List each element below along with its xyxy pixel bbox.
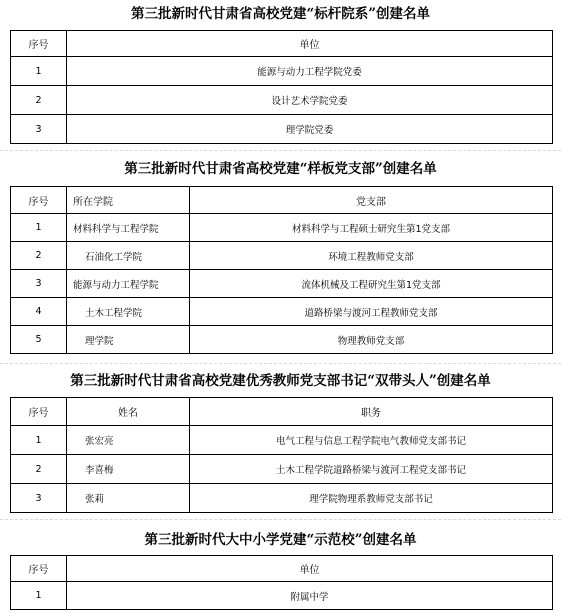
section4-table — [10, 555, 553, 610]
header-index: 序号 — [11, 398, 67, 426]
cell-index: 3 — [11, 484, 67, 513]
cell-index: 1 — [11, 214, 67, 242]
cell-unit: 能源与动力工程学院党委 — [67, 57, 553, 86]
cell-index: 2 — [11, 86, 67, 115]
cell-position: 土木工程学院道路桥梁与渡河工程党支部书记 — [190, 455, 553, 484]
table-header-row — [11, 398, 553, 426]
table-row — [11, 326, 553, 354]
header-branch: 党支部 — [190, 187, 553, 214]
cell-index: 2 — [11, 455, 67, 484]
cell-name: 张宏亮 — [67, 426, 190, 455]
table-row — [11, 426, 553, 455]
cell-index: 1 — [11, 426, 67, 455]
header-college: 所在学院 — [67, 187, 190, 214]
table-header-row — [11, 556, 553, 582]
section1-table — [10, 30, 553, 144]
cell-name: 李喜梅 — [67, 455, 190, 484]
section4-title: 第三批新时代大中小学党建“示范校”创建名单 — [144, 532, 417, 548]
cell-index: 5 — [11, 326, 67, 354]
table-row — [11, 455, 553, 484]
header-unit: 单位 — [67, 31, 553, 57]
cell-branch: 道路桥梁与渡河工程教师党支部 — [190, 298, 553, 326]
cell-index: 2 — [11, 242, 67, 270]
table-row — [11, 214, 553, 242]
section3-table — [10, 397, 553, 513]
header-name: 姓名 — [67, 398, 190, 426]
cell-position: 电气工程与信息工程学院电气教师党支部书记 — [190, 426, 553, 455]
table-header-row — [11, 187, 553, 214]
cell-index: 3 — [11, 270, 67, 298]
section3-title: 第三批新时代甘肃省高校党建优秀教师党支部书记“双带头人”创建名单 — [70, 373, 491, 389]
header-index: 序号 — [11, 31, 67, 57]
table-row — [11, 57, 553, 86]
header-index: 序号 — [11, 187, 67, 214]
section-divider — [0, 150, 561, 151]
section2-table — [10, 186, 553, 354]
header-position: 职务 — [190, 398, 553, 426]
header-unit: 单位 — [67, 556, 553, 582]
table-row — [11, 242, 553, 270]
table-row — [11, 484, 553, 513]
cell-position: 理学院物理系教师党支部书记 — [190, 484, 553, 513]
section2-title: 第三批新时代甘肃省高校党建“样板党支部”创建名单 — [124, 161, 437, 177]
cell-index: 1 — [11, 57, 67, 86]
cell-college: 能源与动力工程学院 — [67, 270, 190, 298]
table-header-row — [11, 31, 553, 57]
cell-branch: 流体机械及工程研究生第1党支部 — [190, 270, 553, 298]
cell-college: 材料科学与工程学院 — [67, 214, 190, 242]
cell-college: 理学院 — [67, 326, 190, 354]
cell-college: 土木工程学院 — [67, 298, 190, 326]
cell-branch: 材料科学与工程硕士研究生第1党支部 — [190, 214, 553, 242]
cell-index: 1 — [11, 582, 67, 610]
cell-branch: 环境工程教师党支部 — [190, 242, 553, 270]
table-row — [11, 582, 553, 610]
table-row — [11, 298, 553, 326]
cell-unit: 附属中学 — [67, 582, 553, 610]
table-row — [11, 115, 553, 144]
section-divider — [0, 519, 561, 520]
cell-index: 3 — [11, 115, 67, 144]
table-row — [11, 86, 553, 115]
cell-college: 石油化工学院 — [67, 242, 190, 270]
cell-name: 张莉 — [67, 484, 190, 513]
section1-title: 第三批新时代甘肃省高校党建“标杆院系”创建名单 — [130, 6, 431, 22]
section-divider — [0, 363, 561, 364]
table-row — [11, 270, 553, 298]
cell-index: 4 — [11, 298, 67, 326]
cell-branch: 物理教师党支部 — [190, 326, 553, 354]
header-index: 序号 — [11, 556, 67, 582]
cell-unit: 设计艺术学院党委 — [67, 86, 553, 115]
cell-unit: 理学院党委 — [67, 115, 553, 144]
